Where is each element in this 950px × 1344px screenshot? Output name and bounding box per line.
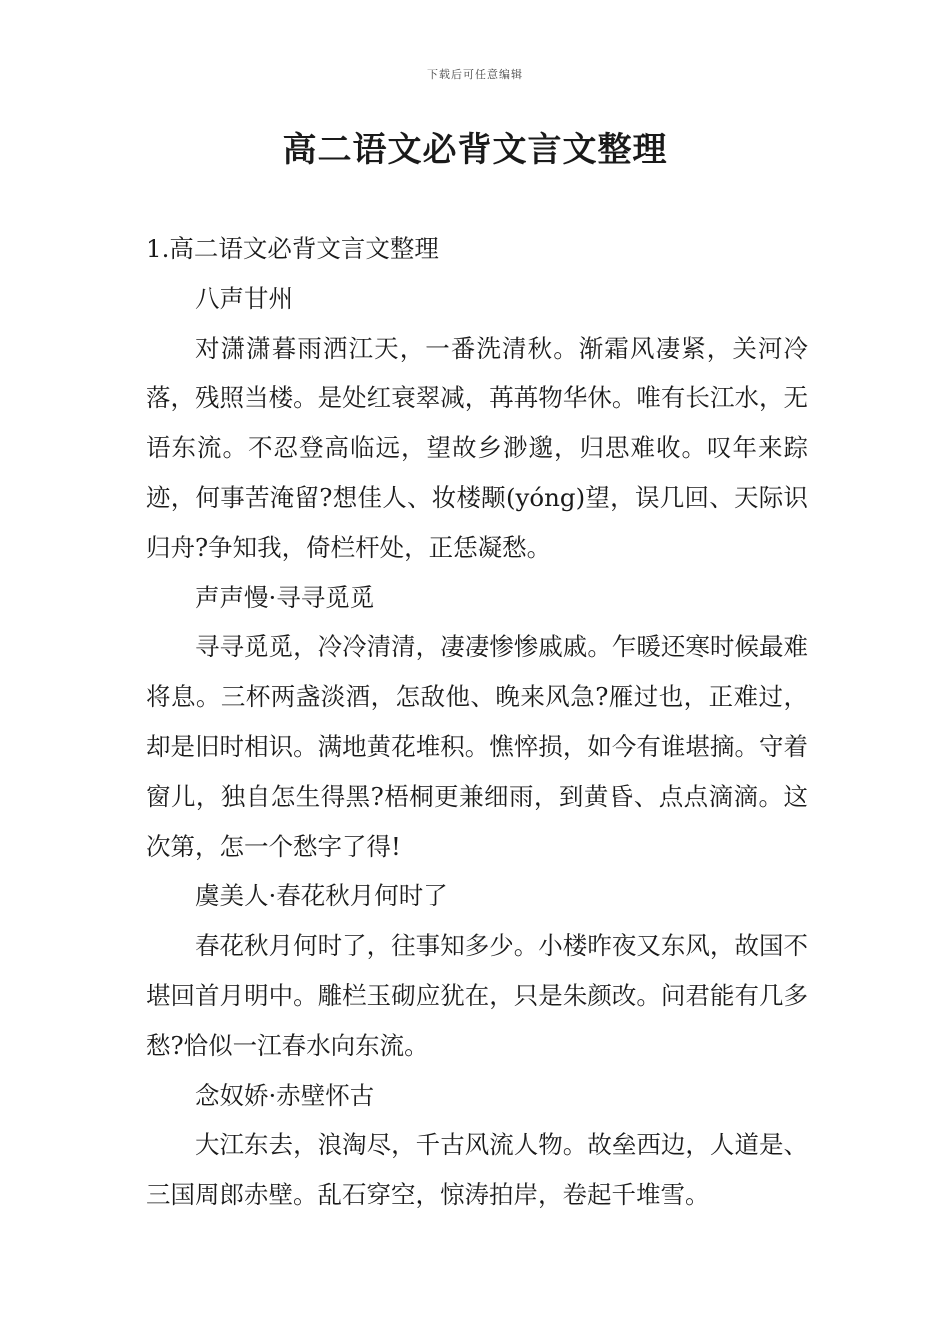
poem-text: 对潇潇暮雨洒江天，一番洗清秋。渐霜风凄紧，关河冷落，残照当楼。是处红衰翠减，苒苒物华休。唯有长江水，无语东流。不忍登高临远，望故乡渺邈，归思难收。叹年来踪迹，何事苦淹留?想佳人、妆楼颙(yóng)望，误几回、天际识归舟?争知我，倚栏杆处，正恁凝愁。 bbox=[146, 333, 808, 562]
section-heading: 1.高二语文必背文言文整理 bbox=[146, 234, 439, 263]
poem-text: 寻寻觅觅，冷冷清清，凄凄惨惨戚戚。乍暖还寒时候最难将息。三杯两盏淡酒，怎敌他、晚来风急?雁过也，正难过，却是旧时相识。满地黄花堆积。憔悴损，如今有谁堪摘。守着窗儿，独自怎生得黑?梧桐更兼细雨，到黄昏、点点滴滴。这次第，怎一个愁字了得! bbox=[146, 632, 808, 861]
poem-title: 虞美人·春花秋月何时了 bbox=[195, 881, 448, 911]
document-title: 高二语文必背文言文整理 bbox=[282, 130, 668, 170]
poem-text: 大江东去，浪淘尽，千古风流人物。故垒西边，人道是、三国周郎赤壁。乱石穿空，惊涛拍岸，卷起千堆雪。 bbox=[146, 1130, 808, 1210]
page-header-note: 下载后可任意编辑 bbox=[427, 68, 523, 81]
document-body bbox=[146, 224, 808, 1220]
poem-title: 声声慢·寻寻觅觅 bbox=[195, 582, 375, 612]
poem-title: 八声甘州 bbox=[195, 283, 293, 313]
poem-title: 念奴娇·赤壁怀古 bbox=[195, 1080, 375, 1110]
poem-text: 春花秋月何时了，往事知多少。小楼昨夜又东风，故国不堪回首月明中。雕栏玉砌应犹在，只是朱颜改。问君能有几多愁?恰似一江春水向东流。 bbox=[146, 931, 808, 1060]
